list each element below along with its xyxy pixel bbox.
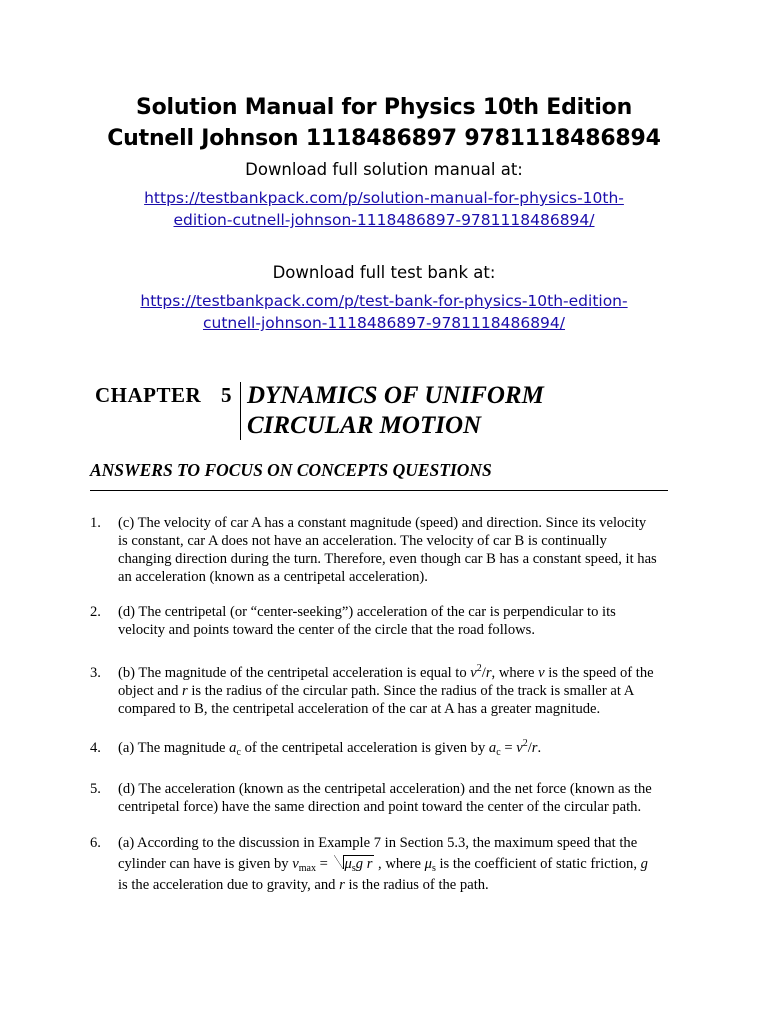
question-number: 4.: [90, 740, 101, 756]
question-text: [118, 834, 690, 894]
document-title-line2: Cutnell Johnson 1118486897 9781118486894: [107, 126, 661, 151]
test-bank-prompt: Download full test bank at:: [272, 263, 496, 282]
solution-manual-link[interactable]: https://testbankpack.com/p/solution-manual-for-physics-10th-: [144, 189, 624, 207]
question-line: is constant, car A does not have an acceleration. The velocity of car B is continually: [118, 533, 607, 549]
test-bank-link-line2[interactable]: [0, 312, 768, 334]
question-number: 3.: [90, 665, 101, 681]
question-line: (a) According to the discussion in Example 7 in Section 5.3, the maximum speed that the: [118, 835, 638, 851]
section-heading: ANSWERS TO FOCUS ON CONCEPTS QUESTIONS: [90, 460, 492, 480]
test-bank-link-cont[interactable]: cutnell-johnson-1118486897-9781118486894/: [202, 314, 566, 332]
question-line: is the acceleration due to gravity, and r is the radius of the path.: [118, 877, 489, 893]
chapter-title: [247, 381, 544, 441]
solution-manual-link-line1[interactable]: [0, 187, 768, 209]
question-text: [118, 739, 690, 757]
question-line: an acceleration (known as a centripetal acceleration).: [118, 569, 428, 585]
question-line: velocity and points toward the center of the circle that the road follows.: [118, 622, 535, 638]
test-bank-link[interactable]: https://testbankpack.com/p/test-bank-for-physics-10th-edition-: [140, 292, 628, 310]
question-line: cylinder can have is given by $v_{max} = \mu_sg$ r , where $\mu_s$ is the coefficient of static friction, g: [118, 852, 690, 876]
question-number: 1.: [90, 515, 101, 531]
chapter-number: 5: [221, 383, 232, 407]
question-number: 5.: [90, 781, 101, 797]
question-number: 6.: [90, 835, 101, 851]
question-line: object and r is the radius of the circular path. Since the radius of the track is smaller at A: [118, 683, 635, 699]
question-text: [118, 664, 690, 718]
section-rule: [90, 490, 668, 491]
question-line: centripetal force) have the same direction and point toward the center of the circular path.: [118, 799, 642, 815]
solution-manual-link-cont[interactable]: edition-cutnell-johnson-1118486897-9781118486894/: [173, 211, 595, 229]
question-line: (b) The magnitude of the centripetal acceleration is equal to $v^2/r$, where v is the speed of the: [118, 663, 654, 681]
chapter-label: CHAPTER: [95, 383, 202, 407]
chapter-divider: [240, 382, 241, 440]
question-line: (d) The acceleration (known as the centripetal acceleration) and the net force (known as the: [118, 781, 652, 797]
question-line: (d) The centripetal (or “center-seeking”) acceleration of the car is perpendicular to its: [118, 604, 616, 620]
document-title-line1: Solution Manual for Physics 10th Edition: [135, 95, 633, 120]
test-bank-link-line1[interactable]: [0, 290, 768, 312]
square-root-formula: $\mu_sg$ r: [334, 852, 375, 876]
question-line: (c) The velocity of car A has a constant magnitude (speed) and direction. Since its velocity: [118, 515, 647, 531]
chapter-title-line2: CIRCULAR MOTION: [247, 412, 482, 439]
question-number: 2.: [90, 604, 101, 620]
solution-manual-prompt: Download full solution manual at:: [245, 160, 523, 179]
question-line: (a) The magnitude $a_c$ of the centripetal acceleration is given by $a_c = v^2/r$.: [118, 738, 542, 758]
question-text: [118, 514, 690, 586]
chapter-title-line1: DYNAMICS OF UNIFORM: [247, 382, 544, 409]
question-text: [118, 780, 690, 816]
question-line: changing direction during the turn. Therefore, even though car B has a constant speed, it has: [118, 551, 657, 567]
question-text: [118, 603, 690, 639]
solution-manual-link-line2[interactable]: [0, 209, 768, 231]
question-line: compared to B, the centripetal acceleration of the car at A has a greater magnitude.: [118, 701, 601, 717]
